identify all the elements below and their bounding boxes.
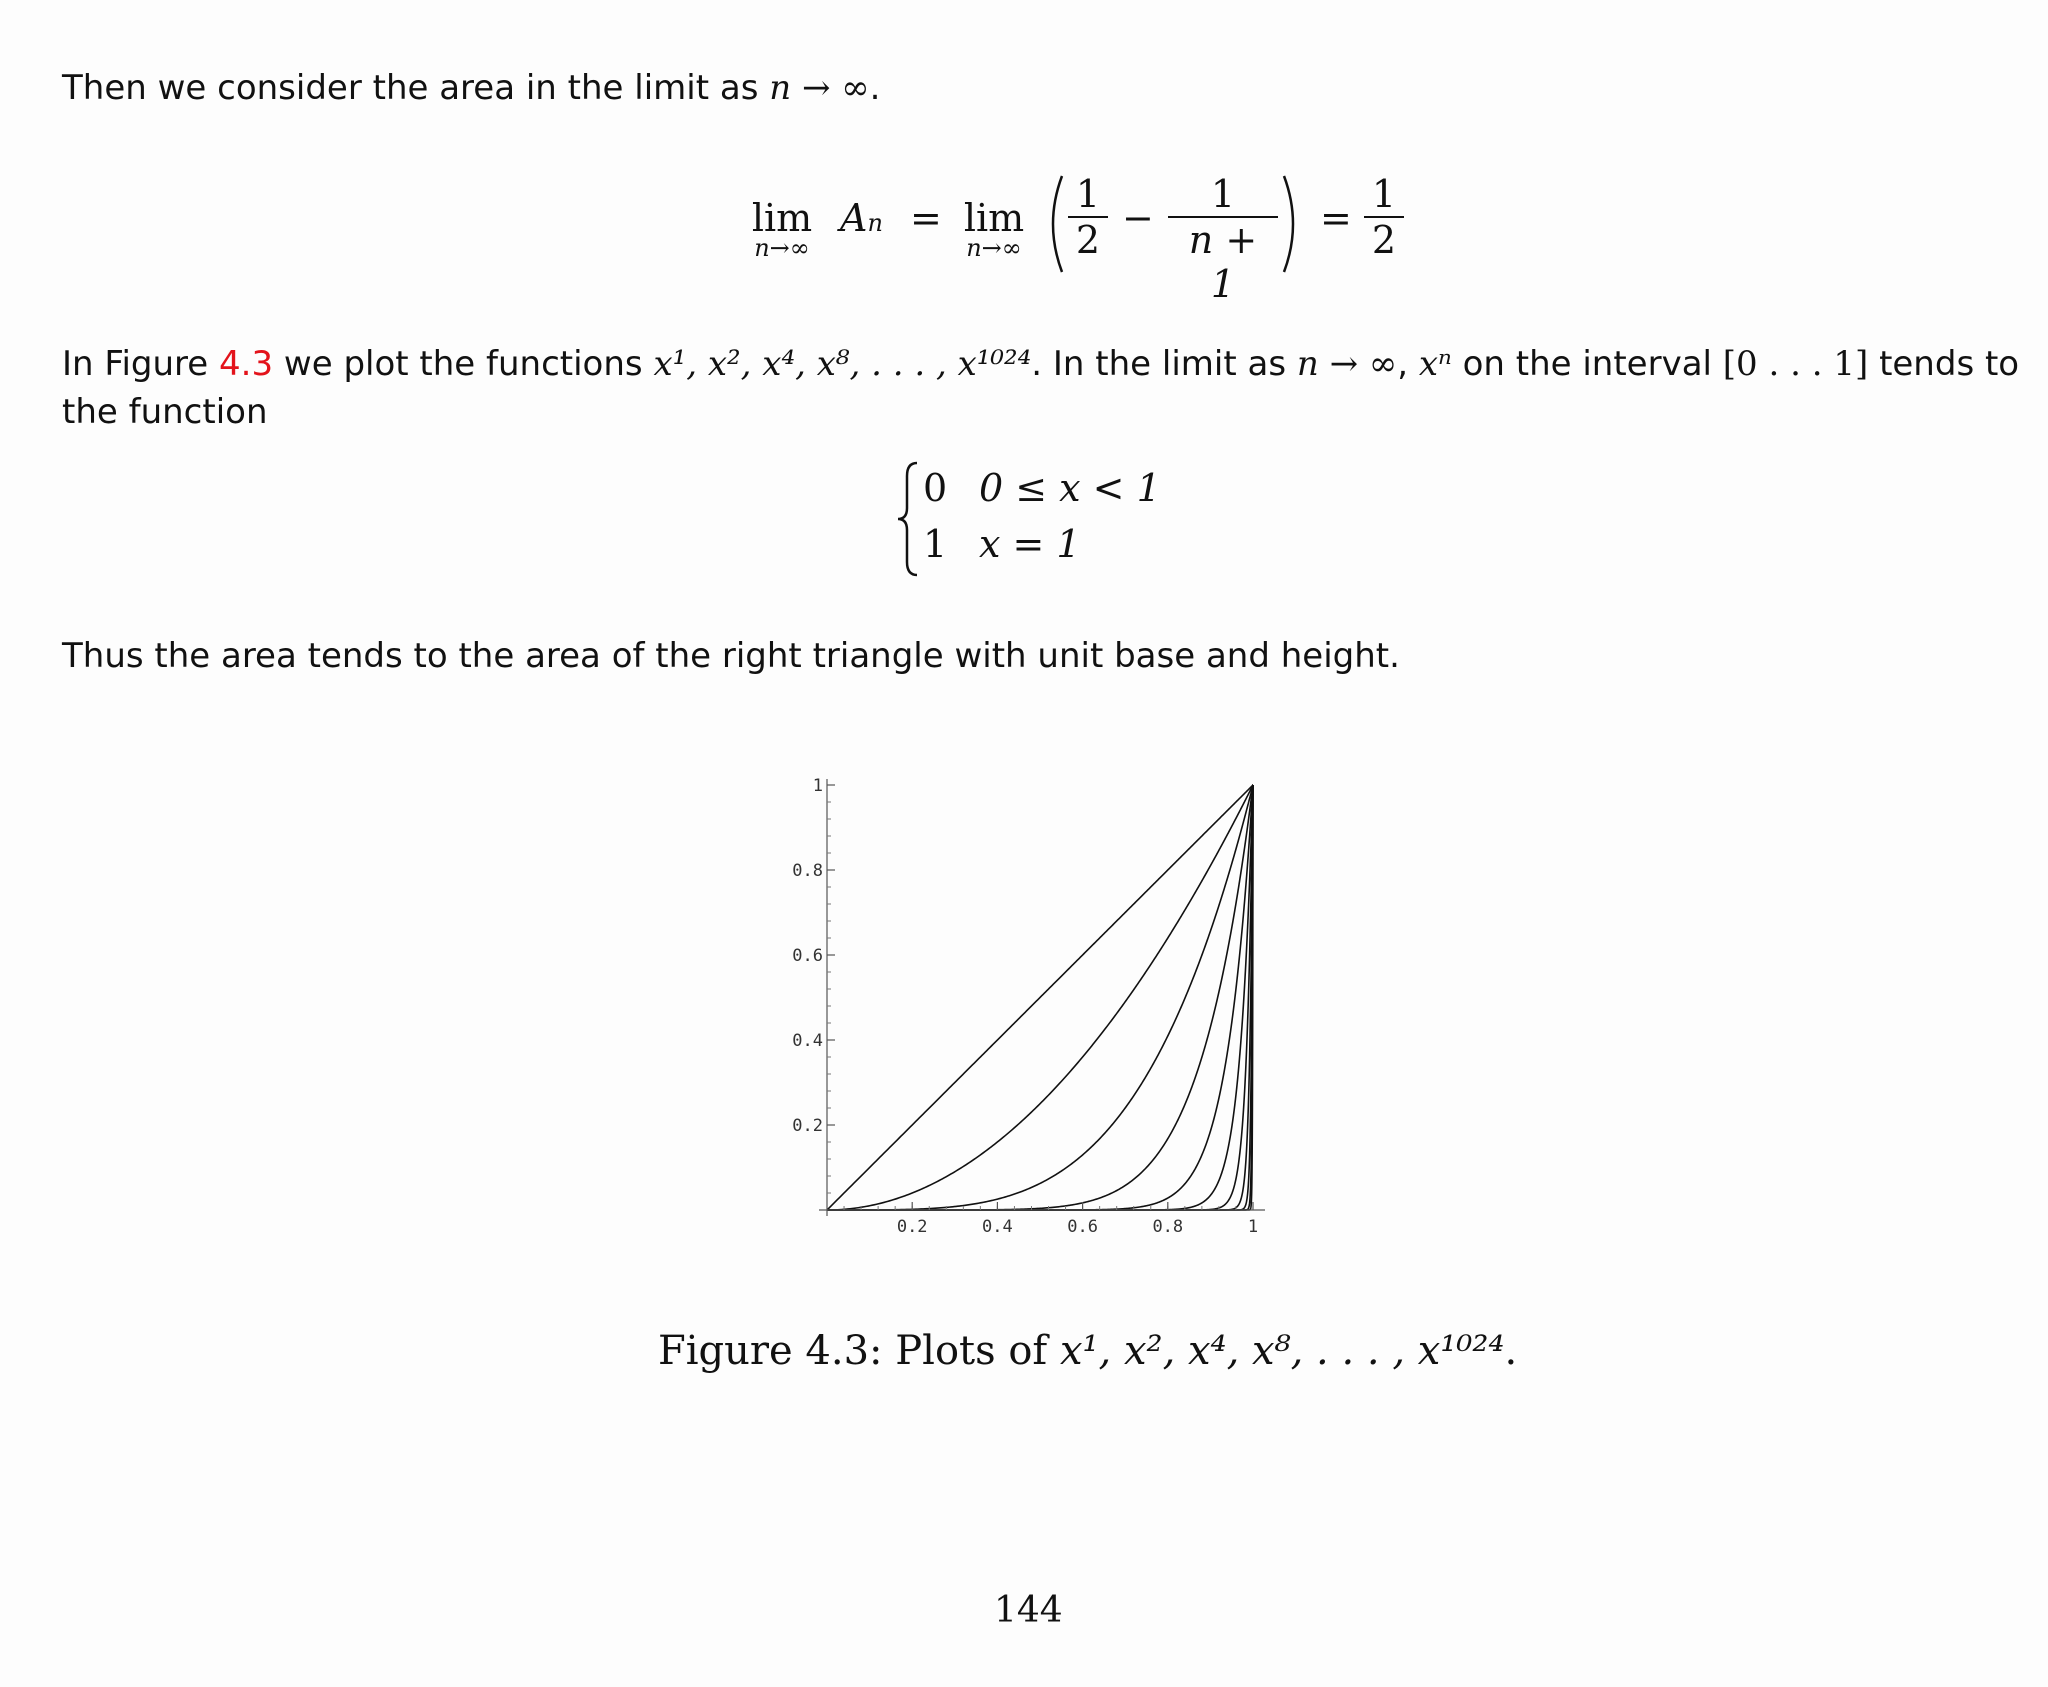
para2-text-1: In Figure (62, 344, 209, 384)
conclusion-paragraph: Thus the area tends to the area of the right triangle with unit base and height. (62, 636, 1400, 676)
functions-paragraph: In Figure 4.3 we plot the functions x¹, x², x⁴, x⁸, . . . , x¹⁰²⁴. In the limit as n → ∞, xⁿ on the interval [0 . . . 1] tends to the function (62, 340, 2019, 436)
piecewise-function (895, 460, 1175, 580)
y-tick-label: 0.2 (792, 1116, 823, 1136)
curve-x-pow-1 (827, 785, 1253, 1210)
piecewise-brace (895, 460, 921, 587)
figure-ref-link[interactable]: 4.3 (219, 344, 274, 384)
plot-curves (827, 785, 1253, 1210)
frac3-den: 2 (1364, 216, 1404, 262)
intro-arrow: → (801, 68, 831, 108)
para2-interval: [0 . . . 1] (1722, 344, 1869, 384)
piece-1-value: 0 (923, 466, 948, 510)
intro-text: Then we consider the area in the limit as (62, 68, 759, 108)
y-tick-label: 0.4 (792, 1031, 823, 1051)
intro-infinity: ∞ (841, 68, 870, 108)
x-tick-label: 0.6 (1067, 1217, 1098, 1237)
frac2-den: n + 1 (1168, 216, 1278, 306)
para2-line-2: the function (62, 392, 268, 432)
y-tick-label: 1 (812, 776, 823, 796)
para2-limit: n → ∞ (1296, 344, 1398, 384)
lim-left-under: n→∞ (754, 234, 810, 262)
intro-paragraph (62, 64, 880, 112)
caption-text: Plots of (895, 1328, 1048, 1374)
y-tick-label: 0.8 (792, 861, 823, 881)
lim-left: lim (751, 196, 813, 240)
caption-label: Figure 4.3: (658, 1328, 883, 1374)
x-tick-label: 0.4 (982, 1217, 1013, 1237)
lim-right-under: n→∞ (966, 234, 1022, 262)
plot-ticks (792, 776, 1258, 1237)
piece-2-condition: x = 1 (979, 522, 1081, 566)
para2-text-3: . In the limit as (1031, 344, 1287, 384)
para2-text-2: we plot the functions (283, 344, 643, 384)
frac1-den: 2 (1068, 216, 1108, 262)
para2-text-5: tends to (1879, 344, 2020, 384)
x-tick-label: 0.2 (896, 1217, 928, 1237)
frac2-num: 1 (1210, 172, 1236, 216)
x-tick-label: 0.8 (1152, 1217, 1184, 1237)
equals-1: = (910, 196, 942, 240)
right-paren (1280, 172, 1306, 276)
intro-period: . (869, 68, 881, 108)
y-tick-label: 0.6 (792, 946, 823, 966)
A-symbol: A (840, 196, 868, 240)
figure-caption (658, 1328, 1517, 1374)
intro-n: n (769, 68, 792, 108)
para2-functions: x¹, x², x⁴, x⁸, . . . , x¹⁰²⁴ (653, 344, 1032, 384)
lim-right: lim (963, 196, 1025, 240)
piece-2-value: 1 (923, 522, 948, 566)
page-number: 144 (994, 1590, 1063, 1631)
x-tick-label: 1 (1247, 1217, 1259, 1237)
para2-text-4: on the interval (1462, 344, 1712, 384)
A-subscript: n (867, 209, 883, 237)
minus-sign: − (1122, 196, 1154, 240)
caption-period: . (1504, 1328, 1518, 1374)
frac3-num: 1 (1371, 172, 1397, 216)
equals-2: = (1320, 196, 1352, 240)
left-paren (1040, 172, 1066, 276)
para2-xn: xⁿ (1418, 344, 1452, 384)
power-functions-plot (760, 760, 1300, 1260)
caption-functions: x¹, x², x⁴, x⁸, . . . , x¹⁰²⁴ (1059, 1328, 1505, 1374)
piece-1-condition: 0 ≤ x < 1 (979, 466, 1161, 510)
frac1-num: 1 (1075, 172, 1101, 216)
